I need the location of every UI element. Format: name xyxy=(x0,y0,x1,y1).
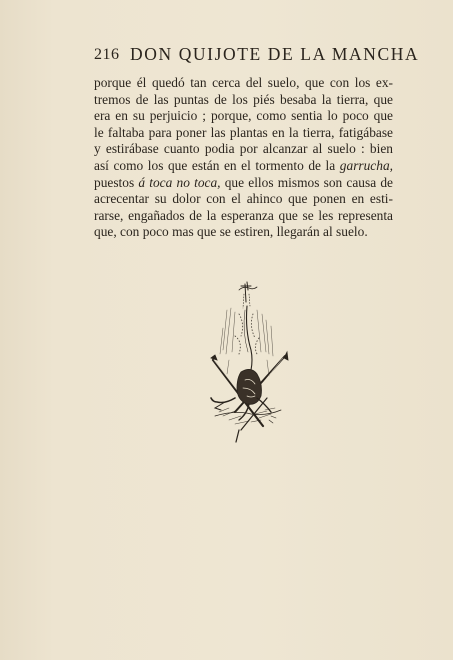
text-segment: puestos xyxy=(94,174,139,190)
text-line xyxy=(94,175,393,192)
running-title: DON QUIJOTE DE LA MANCHA xyxy=(130,44,420,64)
text-segment: así como los que están en el tormento de la xyxy=(94,157,340,173)
text-line: le faltaba para poner las plantas en la tierra, fatigábase xyxy=(94,124,393,140)
page-number: 216 xyxy=(94,46,120,63)
text-line: y estirábase cuanto podia por alcanzar al suelo : bien xyxy=(94,141,393,157)
text-line: era en su perjuicio ; porque, como sentia lo poco que xyxy=(94,108,393,124)
text-line: rarse, engañados de la esperanza que se les representa xyxy=(94,207,393,223)
text-segment: que ellos mismos son causa de xyxy=(220,174,393,190)
body-paragraph xyxy=(94,75,393,241)
text-line: porque él quedó tan cerca del suelo, que con los ex- xyxy=(94,75,393,90)
page-header xyxy=(94,40,420,64)
italic-term: á toca no toca, xyxy=(138,174,221,190)
text-line xyxy=(94,158,393,175)
italic-term: garrucha, xyxy=(339,157,393,173)
text-line: tremos de las puntas de los piés besaba la tierra, que xyxy=(94,91,393,107)
text-line: acrecentar su dolor con el ahinco que ponen en esti- xyxy=(94,191,393,207)
text-line: que, con poco mas que se estiren, llegarán al suelo. xyxy=(94,224,368,240)
engraved-vignette-icon xyxy=(205,280,291,446)
